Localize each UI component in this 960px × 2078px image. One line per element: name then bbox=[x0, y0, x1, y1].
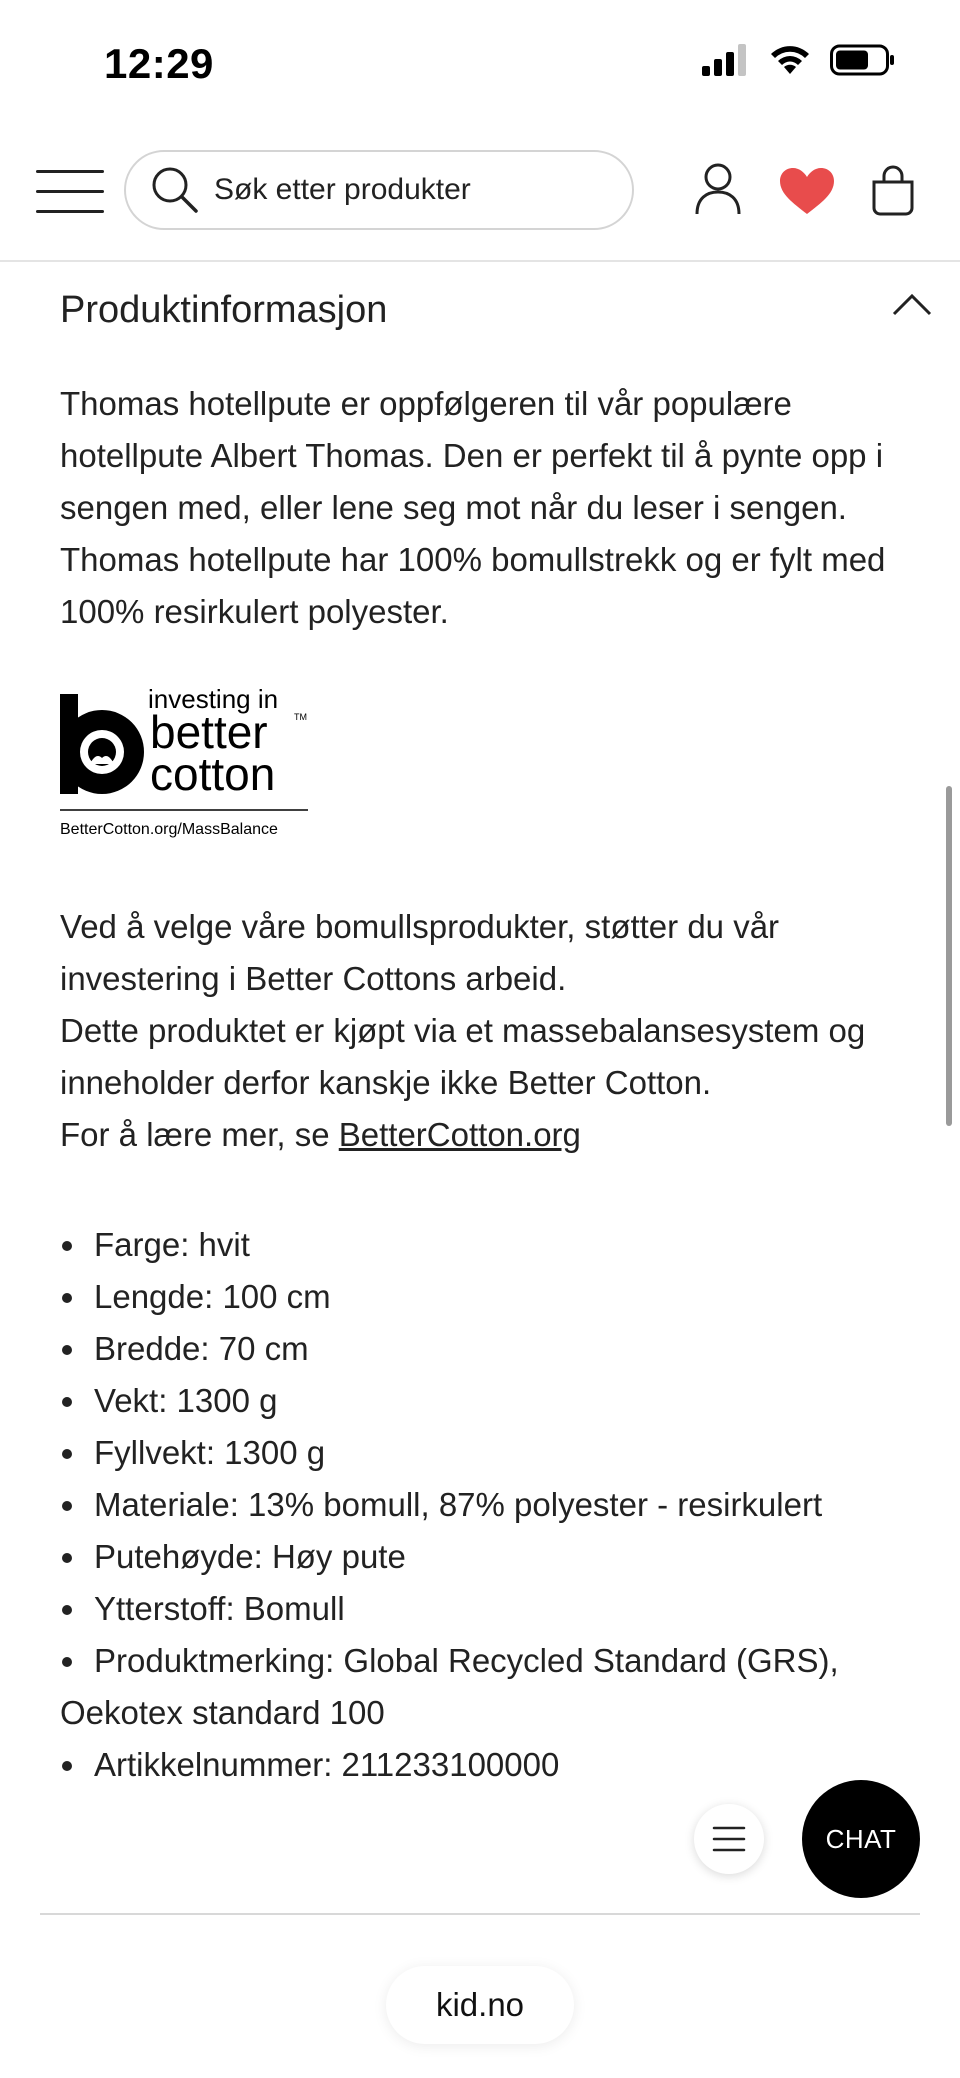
search-input[interactable] bbox=[124, 150, 634, 230]
spec-item: Fyllvekt: 1300 g bbox=[60, 1427, 920, 1479]
spec-item: Artikkelnummer: 211233100000 bbox=[60, 1739, 920, 1791]
search-placeholder: Søk etter produkter bbox=[214, 173, 471, 206]
cotton-text-2: Dette produktet er kjøpt via et massebalansesystem og inneholder derfor kanskje ikke Better Cotton. bbox=[60, 1012, 866, 1101]
spec-item: Produktmerking: Global Recycled Standard (GRS), Oekotex standard 100 bbox=[60, 1635, 920, 1739]
accordion-header[interactable] bbox=[60, 262, 920, 358]
logo-line3: cotton bbox=[150, 748, 276, 800]
heart-icon[interactable] bbox=[778, 166, 836, 216]
logo-url: BetterCotton.org/MassBalance bbox=[60, 821, 278, 838]
product-description: Thomas hotellpute er oppfølgeren til vår populære hotellpute Albert Thomas. Den er perfekt til å pynte opp i sengen med, eller lene seg mot når du leser i sengen. Thomas hotellpute har 100% bomullstrekk og er fylt med 100% resirkulert polyester. bbox=[60, 385, 886, 630]
status-icons bbox=[702, 44, 896, 76]
spec-item: Putehøyde: Høy pute bbox=[60, 1531, 920, 1583]
user-icon[interactable] bbox=[694, 162, 742, 216]
floating-menu-button[interactable] bbox=[694, 1804, 764, 1874]
section-title: Produktinformasjon bbox=[60, 288, 388, 331]
wifi-icon bbox=[768, 44, 812, 76]
spec-list bbox=[60, 1219, 920, 1791]
scrollbar[interactable] bbox=[946, 786, 952, 1126]
spec-item: Vekt: 1300 g bbox=[60, 1375, 920, 1427]
bag-icon[interactable] bbox=[870, 164, 916, 216]
better-cotton-logo bbox=[60, 682, 320, 842]
cotton-text-3-prefix: For å lære mer, se bbox=[60, 1116, 339, 1153]
battery-icon bbox=[830, 44, 896, 76]
logo-line1: investing in bbox=[148, 684, 279, 714]
menu-icon[interactable] bbox=[36, 168, 104, 216]
product-info-section bbox=[60, 262, 920, 1791]
logo-tm: TM bbox=[294, 712, 307, 722]
better-cotton-link[interactable]: BetterCotton.org bbox=[338, 1116, 581, 1153]
spec-item: Ytterstoff: Bomull bbox=[60, 1583, 920, 1635]
list-icon bbox=[712, 1825, 746, 1853]
cotton-text-3 bbox=[60, 1109, 920, 1161]
status-bar bbox=[0, 0, 960, 130]
browser-url-bar[interactable]: kid.no bbox=[386, 1966, 574, 2044]
spec-item: Farge: hvit bbox=[60, 1219, 920, 1271]
search-icon bbox=[150, 165, 200, 215]
spec-item: Materiale: 13% bomull, 87% polyester - resirkulert bbox=[60, 1479, 920, 1531]
chevron-up-icon[interactable] bbox=[892, 292, 932, 316]
site-header bbox=[0, 130, 960, 262]
spec-item: Lengde: 100 cm bbox=[60, 1271, 920, 1323]
status-time: 12:29 bbox=[104, 40, 214, 87]
logo-line2: better bbox=[150, 706, 268, 758]
cotton-text-1: Ved å velge våre bomullsprodukter, støtter du vår investering i Better Cottons arbeid. bbox=[60, 908, 780, 997]
section-divider bbox=[40, 1913, 920, 1915]
spec-item: Bredde: 70 cm bbox=[60, 1323, 920, 1375]
chat-button[interactable]: CHAT bbox=[802, 1780, 920, 1898]
cellular-signal-icon bbox=[702, 44, 750, 76]
